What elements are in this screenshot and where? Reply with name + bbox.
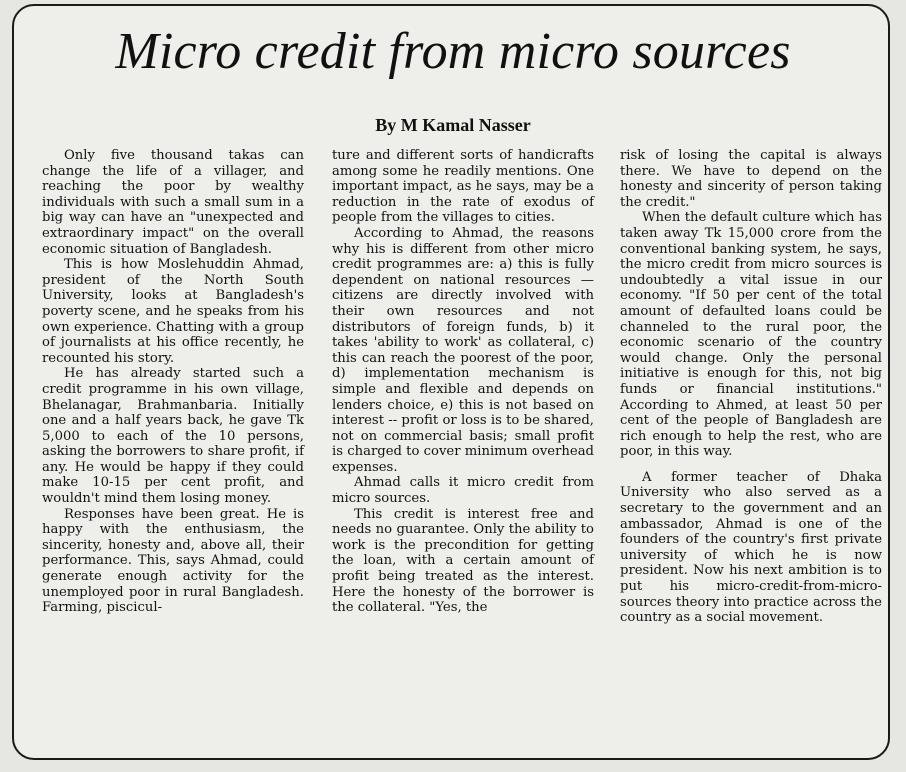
paragraph: A former teacher of Dhaka University who also served as a secretary to the government and an ambassador, Ahmad is one of the founders of the country's first private university of which he is now president. Now his next ambition is to put his micro-credit-from-micro-sources theory into practice across the country as a social movement. — [620, 469, 882, 626]
paragraph: Ahmad calls it micro credit from micro sources. — [332, 475, 594, 507]
article-column-2 — [332, 148, 594, 616]
article-column-1 — [42, 148, 304, 616]
newspaper-clipping — [12, 4, 890, 760]
headline: Micro credit from micro sources — [115, 23, 791, 80]
paragraph: Only five thousand takas can change the life of a villager, and reaching the poor by wealthy individuals with such a small sum in a big way can have an "unexpected and extraordinary impact" on the overall economic situation of Bangladesh. — [42, 148, 304, 257]
paragraph: This credit is interest free and needs no guarantee. Only the ability to work is the precondition for getting the loan, with a certain amount of profit being treated as the interest. Here the honesty of the borrower is the collateral. "Yes, the — [332, 506, 594, 616]
paragraph: ture and different sorts of handicrafts among some he readily mentions. One important impact, as he says, may be a reduction in the rate of exodus of people from the villages to cities. — [332, 148, 594, 226]
paragraph: risk of losing the capital is always there. We have to depend on the honesty and sincerity of person taking the credit." — [620, 148, 882, 210]
paragraph: When the default culture which has taken away Tk 15,000 crore from the conventional banking system, he says, the micro credit from micro sources is undoubtedly a vital issue in our economy. "If 50 per cent of the total amount of defaulted loans could be channeled to the rural poor, the economic scenario of the country would change. Only the personal initiative is enough for this, not big funds or financial institutions." According to Ahmed, at least 50 per cent of the people of Bangladesh are rich enough to help the rest, who are poor, in this way. — [620, 210, 882, 460]
paragraph: He has already started such a credit programme in his own village, Bhelanagar, Brahmanbaria. Initially one and a half years back, he gave Tk 5,000 to each of the 10 persons, asking the borrowers to share profit, if any. He would be happy if they could make 10-15 per cent profit, and wouldn't mind them losing money. — [42, 366, 304, 507]
paragraph: According to Ahmad, the reasons why his is different from other micro credit programmes are: a) this is fully dependent on national resources — citizens are directly involved with their own resources and not distributors of foreign funds, b) it takes 'ability to work' as collateral, c) this can reach the poorest of the poor, d) implementation mechanism is simple and flexible and depends on lenders choice, e) this is not based on interest -- profit or loss is to be shared, not on commercial basis; small profit is charged to cover minimum overhead expenses. — [332, 225, 594, 475]
paragraph: This is how Moslehuddin Ahmad, president of the North South University, looks at Bangladesh's poverty scene, and he speaks from his own experience. Chatting with a group of journalists at his office recently, he recounted his story. — [42, 257, 304, 366]
byline: By M Kamal Nasser — [375, 115, 531, 135]
paragraph: Responses have been great. He is happy with the enthusiasm, the sincerity, honesty and, above all, their performance. This, says Ahmad, could generate enough activity for the unemployed poor in rural Bangladesh. Farming, piscicul- — [42, 506, 304, 616]
article-column-3 — [620, 148, 882, 626]
